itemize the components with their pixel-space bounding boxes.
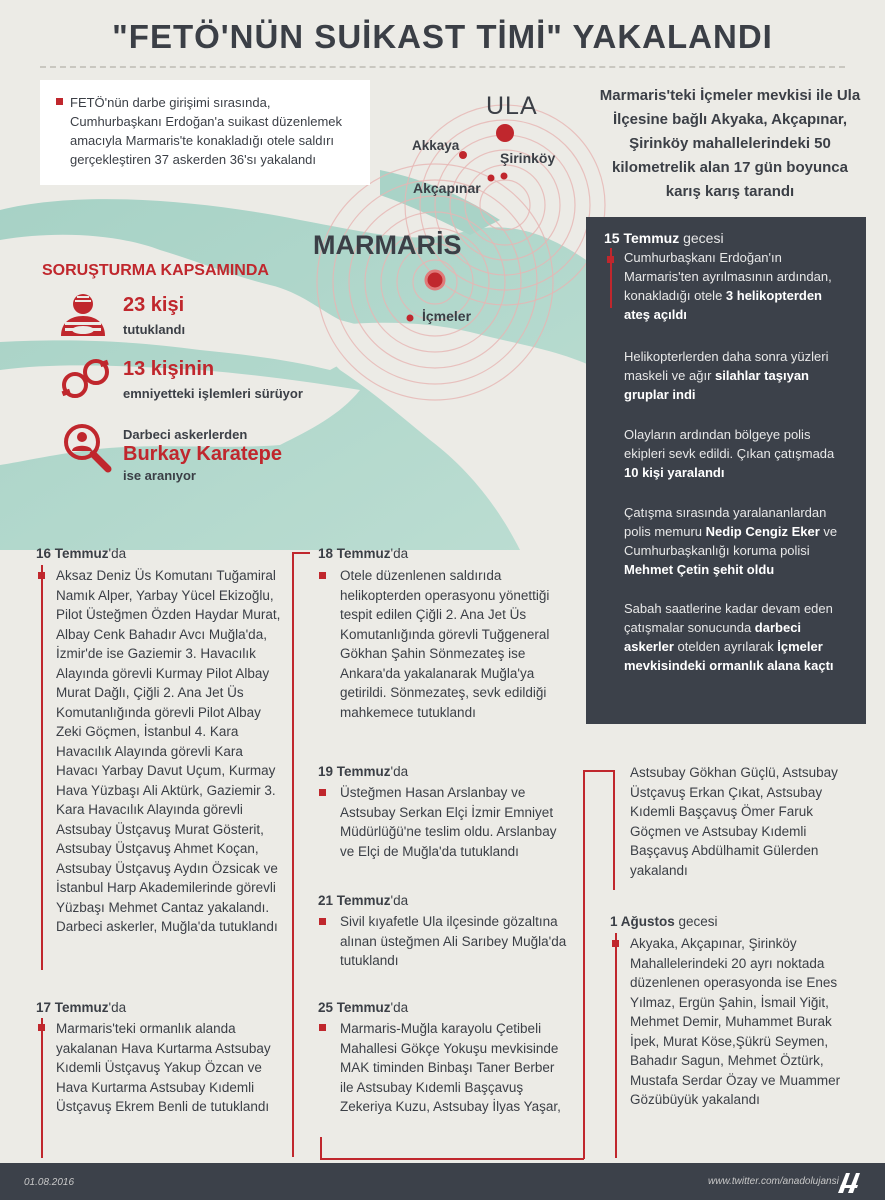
akcapinar-marker [488,175,495,182]
july19-header: 19 Temmuz'da [318,764,409,779]
july18-header: 18 Temmuz'da [318,546,409,561]
july15-p4: Çatışma sırasında yaralananlardan polis memuru Nedip Cengiz Eker ve Cumhurbaşkanlığı koruma polisi Mehmet Çetin şehit oldu [624,505,838,577]
ula-marker [496,124,514,142]
july15-p5: Sabah saatlerine kadar devam eden çatışmalar sonucunda darbeci askerler otelden ayrılarak İçmeler mevkisindeki ormanlık alana kaçtı [624,601,834,673]
col2-bottom-line [320,1137,322,1159]
prisoner-icon [57,292,109,338]
july15-bullet [607,256,614,263]
map-label-marmaris: MARMARİS [313,230,462,260]
wanted-intro: Darbeci askerlerden [123,427,248,442]
aug1-line [615,933,617,1158]
map-label-akcapinar: Akçapınar [413,180,481,196]
col3-top-tick [583,770,613,772]
footer-twitter-link[interactable]: www.twitter.com/anadolujansi [708,1176,839,1187]
july21-header: 21 Temmuz'da [318,893,409,908]
july17-bullet [38,1024,45,1031]
july18-bullet [319,572,326,579]
stat-arrested-label: tutuklandı [123,322,186,337]
aa-logo-icon [836,1169,864,1195]
intro-text: FETÖ'nün darbe girişimi sırasında, Cumhurbaşkanı Erdoğan'a suikast düzenlemek amacıyla Marmaris'te konakladığı otele saldırı gerçekleştiren 37 askerden 36'sı yakalandı [70,95,343,167]
map-label-icmeler: İçmeler [422,308,472,324]
july18-text: Otele düzenlenen saldırıda helikopterden operasyonu yönettiği tespit edilen Çiğli 2. Ana Jet Üs Komutanlığında görevli Tuğgeneral Gökhan Şahin Sönmezateş ise Ankara'da yakalanarak Muğla'ya getirildi. Sönmezateş, sevk edildiği mahkemece tutuklandı [340,568,550,720]
intro-bullet [56,98,63,105]
aug1-header: 1 Ağustos gecesi [610,914,718,929]
aug1-text: Akyaka, Akçapınar, Şirinköy Mahallelerindeki 20 ayrı noktada düzenlenen operasyonda ise Enes Yılmaz, Ergün Şahin, İsmail Yiğit, Mehmet Demir, Muhammet Burak İpek, Murat Köse,Şükrü Seymen, Bahadır Sagun, Mehmet Öztürk, Mustafa Serdar Özay ve Muammer Gözübüyük yakalandı [630,936,841,1107]
july16-bullet [38,572,45,579]
scope-title: SORUŞTURMA KAPSAMINDA [42,262,269,279]
july25-bullet [319,1024,326,1031]
july15-p2: Helikopterlerden daha sonra yüzleri maskeli ve ağır silahlar taşıyan gruplar indi [624,349,829,402]
july15-panel [586,217,866,724]
handcuffs-icon [60,357,112,403]
stat-arrested-count: 23 kişi [123,294,185,316]
stat-processing-count: 13 kişinin [123,358,215,380]
col2-bottom-connector [320,1158,584,1160]
july16-text: Aksaz Deniz Üs Komutanı Tuğamiral Namık Alper, Yarbay Yücel Ekizoğlu, Pilot Üsteğmen Özden Haydar Murat, Albay Cenk Bahadır Avcı Muğla'da, İzmir'de ise Gaziemir 3. Havacılık Alayında görevli Kurmay Pilot Albay Murat Dağlı, Çiğli 2. Ana Jet Üs Komutanlığında görevli Pilot Albay Zeki Göçmen, İstanbul 4. Kara Havacılık Alayında görevli Kara Havacı Yarbay Davut Uçum, Kurmay Hava Yüzbaşı Ali Aktürk, Gaziemir 3. Kara Havacılık Alayında görevli Astsubay Üstçavuş Murat Gösterit, Astsubay Üstçavuş Ahmet Koçan, Astsubay Üstçavuş Aydın Özsicak ve İstanbul Harp Akademilerinde görevli Yüzbaşı Mehmet Cantaz yakalandı. Darbeci askerler, Muğla'da tutuklandı [56,568,281,934]
title-divider [40,66,845,68]
july25-text: Marmaris-Muğla karayolu Çetibeli Mahallesi Gökçe Yokuşu mevkisinde MAK timinden Binbaşı Taner Berber ile Astsubay Kıdemli Başçavuş Zekeriya Kuzu, Astsubay İlyas Yaşar, [340,1021,561,1114]
footer [0,1163,885,1200]
july15-p3: Olayların ardından bölgeye polis ekipleri sevk edildi. Çıkan çatışmada 10 kişi yaralandı [624,427,835,480]
map-label-ula: ULA [486,92,538,120]
wanted-name: Burkay Karatepe [123,443,282,465]
intro-box [40,80,370,185]
map-label-akkaya: Akkaya [412,138,460,153]
stat-processing-label: emniyetteki işlemleri sürüyor [123,386,303,401]
page-title: "FETÖ'NÜN SUİKAST TİMİ" YAKALANDI [112,18,773,55]
july21-bullet [319,918,326,925]
search-area-text: Marmaris'teki İçmeler mevkisi ile Ula İlçesine bağlı Akyaka, Akçapınar, Şirinköy mahallelerindeki 50 kilometrelik alan 17 gün boyunca karış karış tarandı [599,87,861,200]
sirinkoy-marker [501,173,508,180]
july17-header: 17 Temmuz'da [36,1000,127,1015]
july19-text: Üsteğmen Hasan Arslanbay ve Astsubay Serkan Elçi İzmir Emniyet Müdürlüğü'ne teslim oldu. Arslanbay ve Elçi de Muğla'da tutuklandı [340,785,557,859]
footer-date: 01.08.2016 [24,1177,75,1188]
wanted-outro: ise aranıyor [123,468,196,483]
july17-text: Marmaris'teki ormanlık alanda yakalanan Hava Kurtarma Astsubay Kıdemli Üstçavuş Yakup Özcan ve Hava Kurtarma Astsubay Kıdemli Üstçavuş Ekrem Benli de tutuklandı [56,1021,271,1114]
july21-text: Sivil kıyafetle Ula ilçesinde gözaltına alınan üsteğmen Ali Sarıbey Muğla'da tutuklandı [340,914,567,968]
july19-bullet [319,789,326,796]
akkaya-marker [459,151,467,159]
col2-line [292,552,294,1157]
wanted-search-icon [62,422,114,474]
july15-header: 15 Temmuz gecesi [604,230,724,246]
july25-header: 25 Temmuz'da [318,1000,409,1015]
icmeler-marker [407,315,414,322]
cont-line [613,770,615,890]
july25-continued-text: Astsubay Gökhan Güçlü, Astsubay Üstçavuş Erkan Çıkat, Astsubay Kıdemli Başçavuş Ömer Faruk Göçmen ve Astsubay Kıdemli Başçavuş Abdülhamit Gülerden yakalandı [630,765,838,878]
map-label-sirinkoy: Şirinköy [500,150,556,166]
july16-header: 16 Temmuz'da [36,546,127,561]
july15-p1: Cumhurbaşkanı Erdoğan'ın Marmaris'ten ayrılmasının ardından, konakladığı otele 3 helikopterden ateş açıldı [624,250,832,322]
col3-connector-line [583,770,585,1159]
july16-line [41,565,43,970]
aug1-bullet [612,940,619,947]
col2-top-tick [292,552,310,554]
july17-line [41,1018,43,1158]
